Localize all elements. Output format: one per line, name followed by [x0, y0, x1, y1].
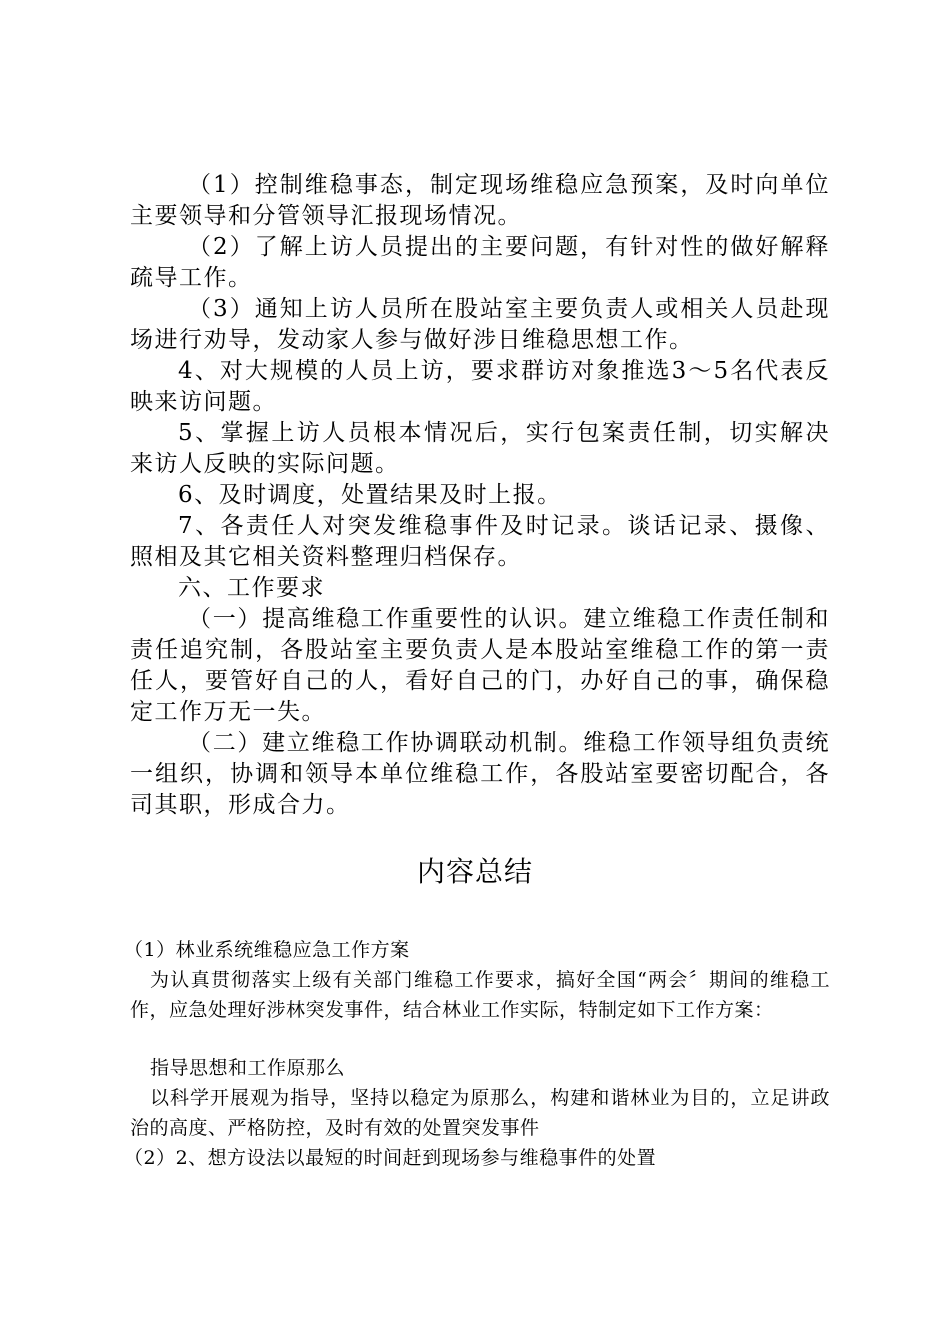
summary-title: 内容总结	[416, 855, 533, 888]
paragraph-4: 4、对大规模的人员上访，要求群访对象推选3～5名代表反映来访问题。	[130, 358, 830, 415]
paragraph-requirement-1: （一）提高维稳工作重要性的认识。建立维稳工作责任制和责任追究制，各股站室主要负责人是本股站室维稳工作的第一责任人，要管好自己的人，看好自己的门，办好自己的事，确保稳定工作万无一失。	[130, 606, 830, 725]
summary-line-3: 指导思想和工作原那么	[150, 1057, 346, 1079]
section-heading-work-requirements: 六、工作要求	[178, 575, 325, 601]
paragraph-7: 7、各责任人对突发维稳事件及时记录。谈话记录、摄像、照相及其它相关资料整理归档保存。	[130, 513, 830, 570]
summary-line-1: （1）林业系统维稳应急工作方案	[124, 939, 410, 961]
paragraph-requirement-2: （二）建立维稳工作协调联动机制。维稳工作领导组负责统一组织，协调和领导本单位维稳工作，各股站室要密切配合，各司其职，形成合力。	[130, 730, 830, 818]
document-body	[130, 170, 830, 821]
summary-section	[124, 935, 830, 1173]
paragraph-6: 6、及时调度，处置结果及时上报。	[178, 482, 562, 508]
summary-line-2: 为认真贯彻落实上级有关部门维稳工作要求，搞好全国“两会〞期间的维稳工作，应急处理好涉林突发事件，结合林业工作实际，特制定如下工作方案：	[130, 969, 830, 1021]
paragraph-item-1: （1）控制维稳事态，制定现场维稳应急预案，及时向单位主要领导和分管领导汇报现场情况。	[130, 172, 830, 229]
paragraph-item-2: （2）了解上访人员提出的主要问题，有针对性的做好解释疏导工作。	[130, 234, 830, 291]
summary-line-5: （2）2、想方设法以最短的时间赶到现场参与维稳事件的处置	[124, 1147, 657, 1169]
summary-line-4: 以科学开展观为指导，坚持以稳定为原那么，构建和谐林业为目的，立足讲政治的高度、严格防控，及时有效的处置突发事件	[130, 1087, 830, 1139]
paragraph-5: 5、掌握上访人员根本情况后，实行包案责任制，切实解决来访人反映的实际问题。	[130, 420, 830, 477]
paragraph-item-3: （3）通知上访人员所在股站室主要负责人或相关人员赴现场进行劝导，发动家人参与做好涉日维稳思想工作。	[130, 296, 830, 353]
